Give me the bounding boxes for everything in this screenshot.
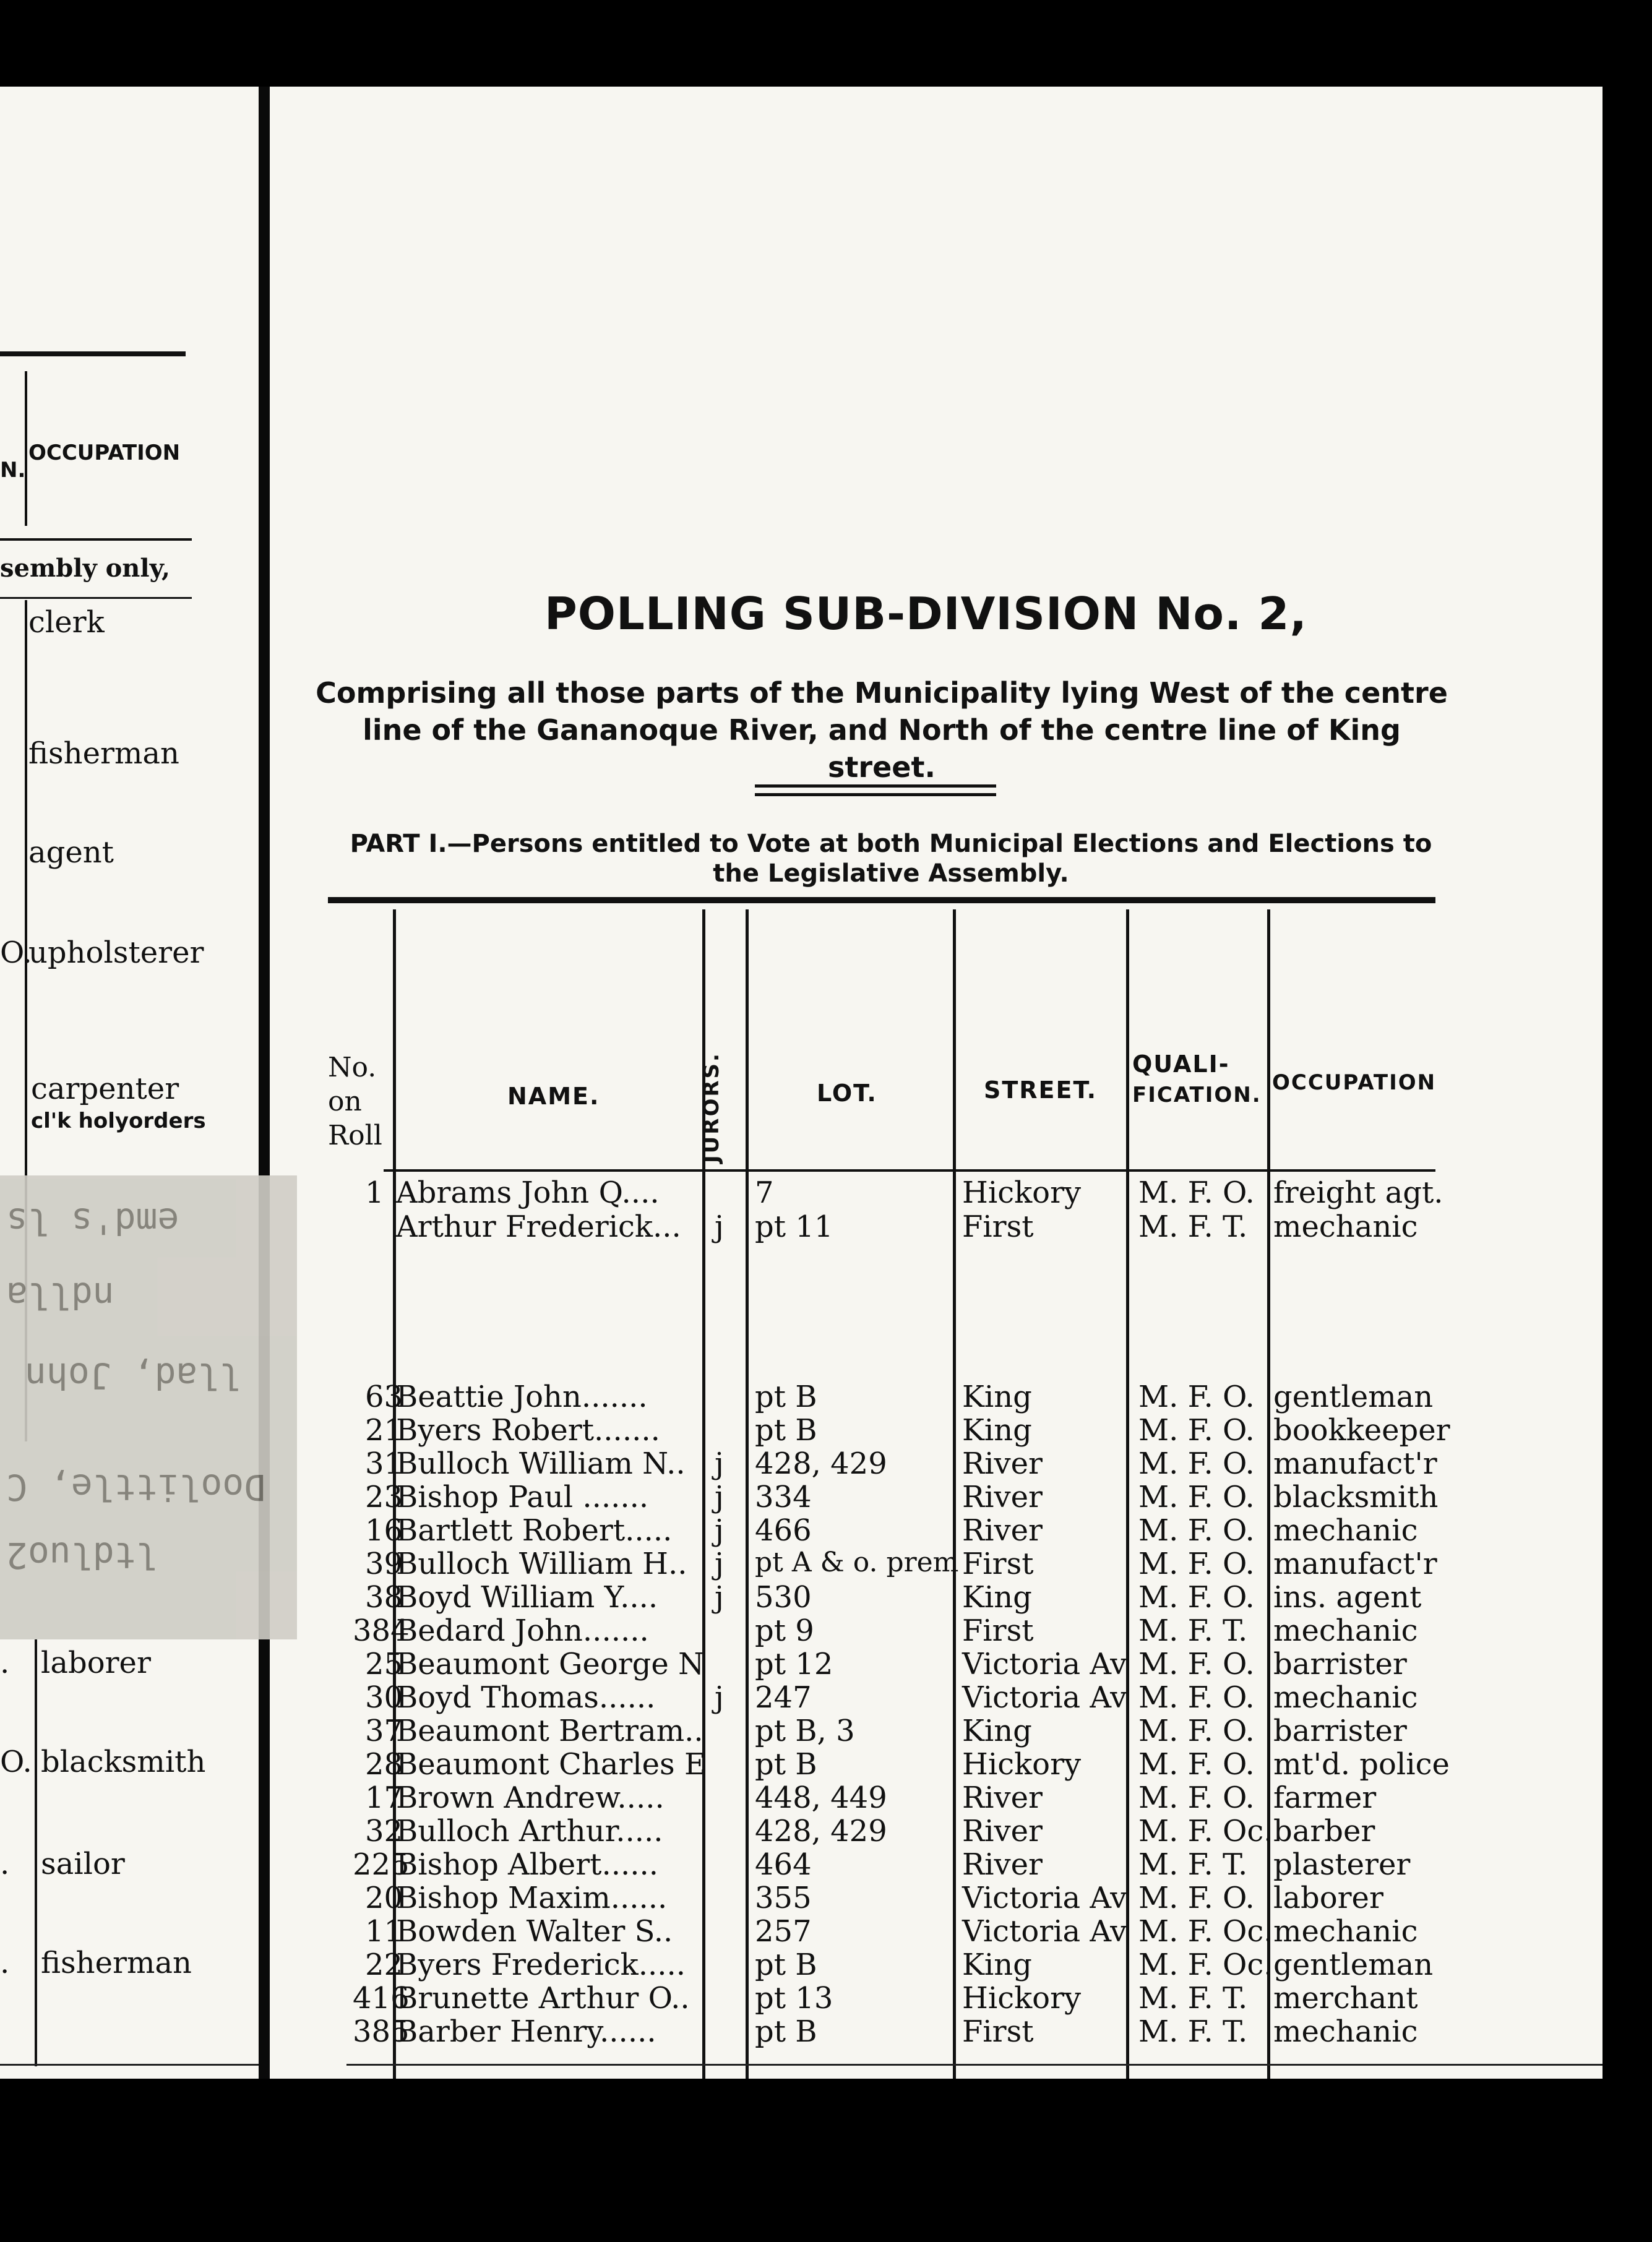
- left-occupation: agent: [28, 835, 114, 870]
- cell-lot: pt A & o. prem: [755, 1547, 959, 1578]
- cell-no: 23: [365, 1480, 403, 1514]
- cell-occupation: mechanic: [1273, 1613, 1418, 1648]
- ghost-text: ltdluo2: [6, 1534, 158, 1576]
- table-row: [328, 1480, 1439, 1514]
- cell-lot: 466: [755, 1513, 812, 1548]
- cell-qualification: M. F. O.: [1138, 1413, 1255, 1448]
- cell-qualification: M. F. O.: [1138, 1580, 1255, 1615]
- table-row: [328, 1948, 1435, 1981]
- cell-lot: 355: [755, 1881, 812, 1915]
- cell-occupation: gentleman: [1273, 1380, 1434, 1414]
- table-top-rule: [328, 897, 1435, 903]
- cell-name: Bishop Albert......: [396, 1847, 658, 1882]
- cell-qualification: M. F. O.: [1138, 1380, 1255, 1414]
- table-row: [328, 1780, 1435, 1814]
- left-occupation: cl'k holyorders: [31, 1109, 206, 1133]
- left-qual-fragment: .: [0, 1946, 10, 1980]
- header-rule: [384, 1169, 1435, 1172]
- cell-lot: pt B, 3: [755, 1714, 855, 1748]
- cell-lot: 428, 429: [755, 1446, 887, 1481]
- left-bottom-rule: [0, 2064, 260, 2066]
- left-occupation: upholsterer: [28, 935, 204, 970]
- table-row: [328, 1981, 1435, 2014]
- cell-no: 37: [365, 1714, 403, 1748]
- cell-lot: pt B: [755, 2014, 817, 2049]
- cell-qualification: M. F. T.: [1138, 1847, 1248, 1882]
- cell-no: 385: [353, 2014, 410, 2049]
- cell-occupation: mechanic: [1273, 1513, 1418, 1548]
- page-subtitle: Comprising all those parts of the Municipality lying West of the centre line of the Gananoque River, and North of the centre line of King street.: [316, 676, 1448, 784]
- cell-no: 11: [365, 1914, 403, 1949]
- table-row: [328, 1413, 1450, 1448]
- cell-name: Beaumont Charles E: [396, 1747, 706, 1782]
- left-column-divider: [25, 371, 27, 526]
- cell-no: 225: [353, 1847, 410, 1882]
- cell-name: Brown Andrew.....: [396, 1780, 665, 1815]
- cell-lot: pt 9: [755, 1613, 814, 1648]
- cell-no: 30: [365, 1680, 403, 1715]
- cell-juror: j: [715, 1209, 724, 1244]
- cell-occupation: plasterer: [1273, 1847, 1411, 1882]
- cell-street: First: [962, 1613, 1034, 1648]
- header-name: NAME.: [507, 1083, 600, 1110]
- header-lot: LOT.: [817, 1080, 877, 1107]
- table-row: [328, 1175, 1443, 1210]
- left-header-fragment: N.: [0, 458, 26, 483]
- header-roll: Roll: [328, 1120, 382, 1151]
- left-occupation: fisherman: [41, 1946, 192, 1980]
- cell-name: Beaumont Bertram..: [396, 1714, 703, 1748]
- cell-name: Bowden Walter S..: [396, 1914, 673, 1949]
- cell-name: Arthur Frederick...: [396, 1209, 681, 1244]
- cell-no: 21: [365, 1413, 403, 1448]
- cell-name: Barber Henry......: [396, 2014, 656, 2049]
- cell-name: Byers Frederick.....: [396, 1948, 686, 1982]
- left-occupation-divider-lower: [35, 1639, 37, 2066]
- left-occupation: laborer: [41, 1646, 151, 1680]
- cell-qualification: M. F. T.: [1138, 1613, 1248, 1648]
- cell-qualification: M. F. O.: [1138, 1175, 1255, 1210]
- cell-qualification: M. F. Oc.: [1138, 1914, 1273, 1949]
- page-bottom-rule: [346, 2064, 1603, 2066]
- header-jurors: JURORS.: [699, 1052, 724, 1163]
- left-qual-fragment: O.: [0, 1745, 32, 1779]
- cell-no: 25: [365, 1647, 403, 1682]
- cell-street: King: [962, 1948, 1032, 1982]
- left-header-rule: [0, 351, 186, 356]
- table-row: [328, 1446, 1435, 1480]
- cell-street: Hickory: [962, 1175, 1082, 1210]
- cell-lot: 448, 449: [755, 1780, 887, 1815]
- cell-street: King: [962, 1580, 1032, 1615]
- cell-name: Bartlett Robert.....: [396, 1513, 673, 1548]
- cell-occupation: bookkeeper: [1273, 1413, 1450, 1448]
- cell-lot: pt 13: [755, 1981, 833, 2016]
- left-subheader-rule: [0, 538, 192, 541]
- table-row: [328, 1547, 1435, 1580]
- cell-qualification: M. F. Oc.: [1138, 1814, 1273, 1849]
- cell-qualification: M. F. O.: [1138, 1881, 1255, 1915]
- cell-occupation: ins. agent: [1273, 1580, 1422, 1615]
- cell-juror: j: [715, 1680, 724, 1715]
- cell-qualification: M. F. O.: [1138, 1480, 1255, 1514]
- cell-lot: 428, 429: [755, 1814, 887, 1849]
- left-occupation: carpenter: [31, 1072, 179, 1106]
- left-qual-fragment: O.: [0, 935, 32, 970]
- left-assembly-rule: [0, 597, 192, 599]
- cell-lot: pt 12: [755, 1647, 833, 1682]
- cell-name: Bishop Maxim......: [396, 1881, 668, 1915]
- left-page-fragment: [0, 87, 260, 2147]
- cell-street: Victoria Av: [962, 1914, 1127, 1949]
- cell-qualification: M. F. O.: [1138, 1714, 1255, 1748]
- cell-qualification: M. F. T.: [1138, 2014, 1248, 2049]
- cell-name: Bulloch William H..: [396, 1547, 687, 1581]
- cell-qualification: M. F. O.: [1138, 1647, 1255, 1682]
- cell-occupation: mechanic: [1273, 1680, 1418, 1715]
- cell-street: Victoria Av: [962, 1647, 1127, 1682]
- cell-lot: 7: [755, 1175, 774, 1210]
- cell-name: Bedard John.......: [396, 1613, 649, 1648]
- cell-occupation: manufact'r: [1273, 1446, 1437, 1481]
- ink-bleed-stain: [0, 1175, 297, 1639]
- cell-name: Byers Robert.......: [396, 1413, 660, 1448]
- cell-occupation: barrister: [1273, 1714, 1407, 1748]
- cell-lot: 530: [755, 1580, 812, 1615]
- cell-qualification: M. F. Oc.: [1138, 1948, 1273, 1982]
- cell-name: Boyd William Y....: [396, 1580, 658, 1615]
- cell-lot: 464: [755, 1847, 812, 1882]
- double-rule-bottom: [755, 793, 996, 796]
- cell-occupation: barber: [1273, 1814, 1375, 1849]
- cell-no: 17: [365, 1780, 403, 1815]
- cell-street: Hickory: [962, 1747, 1082, 1782]
- page-gutter: [259, 87, 270, 2147]
- cell-no: 63: [365, 1380, 403, 1414]
- table-row: [328, 1881, 1435, 1914]
- cell-street: Victoria Av: [962, 1881, 1127, 1915]
- cell-qualification: M. F. O.: [1138, 1780, 1255, 1815]
- cell-street: River: [962, 1814, 1043, 1849]
- cell-qualification: M. F. O.: [1138, 1446, 1255, 1481]
- cell-street: River: [962, 1513, 1043, 1548]
- cell-lot: pt B: [755, 1948, 817, 1982]
- table-row: [328, 1680, 1435, 1714]
- cell-no: 38: [365, 1580, 403, 1615]
- cell-no: 1: [365, 1175, 384, 1210]
- table-row: [328, 1814, 1435, 1847]
- table-row: [328, 1209, 1435, 1243]
- cell-no: 416: [353, 1981, 410, 2016]
- cell-lot: 334: [755, 1480, 812, 1514]
- cell-occupation: gentleman: [1273, 1948, 1434, 1982]
- left-occupation-header: OCCUPATION: [28, 440, 181, 465]
- cell-name: Abrams John Q....: [396, 1175, 660, 1210]
- cell-street: First: [962, 2014, 1034, 2049]
- cell-no: 31: [365, 1446, 403, 1481]
- left-qual-fragment: .: [0, 1847, 10, 1881]
- cell-name: Bulloch William N..: [396, 1446, 686, 1481]
- ghost-text: ndlla: [6, 1274, 114, 1316]
- cell-occupation: farmer: [1273, 1780, 1377, 1815]
- cell-juror: j: [715, 1580, 724, 1615]
- left-occupation: sailor: [41, 1847, 125, 1881]
- table-row: [328, 1914, 1435, 1948]
- header-on: on: [328, 1086, 362, 1117]
- table-row: [328, 1513, 1435, 1547]
- cell-occupation: mechanic: [1273, 2014, 1418, 2049]
- ghost-text: Doolittle, C: [6, 1466, 266, 1508]
- table-row: [328, 2014, 1435, 2048]
- scan-border: [0, 2079, 1603, 2165]
- left-occupation: blacksmith: [41, 1745, 206, 1779]
- cell-no: 20: [365, 1881, 403, 1915]
- left-qual-fragment: .: [0, 1646, 10, 1680]
- cell-lot: 247: [755, 1680, 812, 1715]
- left-occupation: fisherman: [28, 736, 179, 771]
- cell-name: Beaumont George N: [396, 1647, 705, 1682]
- ghost-text: emd's ls: [6, 1200, 179, 1242]
- cell-occupation: manufact'r: [1273, 1547, 1437, 1581]
- cell-street: River: [962, 1847, 1043, 1882]
- part-heading: PART I.—Persons entitled to Vote at both Municipal Elections and Elections to the Legislative Assembly.: [350, 830, 1432, 888]
- cell-name: Brunette Arthur O..: [396, 1981, 690, 2016]
- cell-qualification: M. F. O.: [1138, 1547, 1255, 1581]
- cell-street: King: [962, 1714, 1032, 1748]
- cell-juror: j: [715, 1446, 724, 1481]
- cell-no: 32: [365, 1814, 403, 1849]
- cell-occupation: blacksmith: [1273, 1480, 1439, 1514]
- header-qualification-line2: FICATION.: [1132, 1083, 1262, 1107]
- cell-lot: 257: [755, 1914, 812, 1949]
- cell-street: King: [962, 1380, 1032, 1414]
- cell-no: 384: [353, 1613, 410, 1648]
- cell-street: Victoria Av: [962, 1680, 1127, 1715]
- table-row: [328, 1380, 1435, 1413]
- cell-no: 22: [365, 1948, 403, 1982]
- header-occupation: OCCUPATION: [1272, 1070, 1437, 1095]
- cell-qualification: M. F. T.: [1138, 1981, 1248, 2016]
- table-row: [328, 1647, 1435, 1680]
- cell-occupation: barrister: [1273, 1647, 1407, 1682]
- cell-lot: pt B: [755, 1747, 817, 1782]
- table-row: [328, 1747, 1450, 1782]
- header-no: No.: [328, 1052, 377, 1083]
- cell-street: First: [962, 1209, 1034, 1244]
- scanned-page: [0, 87, 1603, 2147]
- cell-street: River: [962, 1480, 1043, 1514]
- cell-juror: j: [715, 1480, 724, 1514]
- cell-street: First: [962, 1547, 1034, 1581]
- cell-occupation: mechanic: [1273, 1209, 1418, 1244]
- cell-name: Beattie John.......: [396, 1380, 648, 1414]
- cell-no: 16: [365, 1513, 403, 1548]
- cell-occupation: merchant: [1273, 1981, 1418, 2016]
- cell-occupation: mt'd. police: [1273, 1747, 1450, 1782]
- cell-lot: pt 11: [755, 1209, 833, 1244]
- cell-occupation: freight agt.: [1273, 1175, 1443, 1210]
- cell-street: River: [962, 1446, 1043, 1481]
- double-rule-top: [755, 784, 996, 788]
- left-assembly-fragment: sembly only,: [0, 554, 170, 583]
- left-occupation: clerk: [28, 605, 105, 640]
- cell-no: 28: [365, 1747, 403, 1782]
- cell-name: Bulloch Arthur.....: [396, 1814, 663, 1849]
- header-qualification-line1: QUALI-: [1132, 1050, 1230, 1078]
- table-row: [328, 1580, 1435, 1613]
- cell-name: Boyd Thomas......: [396, 1680, 656, 1715]
- table-row: [328, 1847, 1435, 1881]
- cell-juror: j: [715, 1513, 724, 1548]
- cell-name: Bishop Paul .......: [396, 1480, 649, 1514]
- cell-occupation: mechanic: [1273, 1914, 1418, 1949]
- cell-qualification: M. F. O.: [1138, 1747, 1255, 1782]
- ghost-text: llad, John: [25, 1355, 241, 1397]
- header-street: STREET.: [984, 1076, 1098, 1104]
- cell-occupation: laborer: [1273, 1881, 1383, 1915]
- table-row: [328, 1714, 1435, 1747]
- cell-qualification: M. F. O.: [1138, 1513, 1255, 1548]
- cell-lot: pt B: [755, 1380, 817, 1414]
- cell-qualification: M. F. T.: [1138, 1209, 1248, 1244]
- cell-street: Hickory: [962, 1981, 1082, 2016]
- page-title: POLLING SUB-DIVISION No. 2,: [544, 588, 1307, 640]
- cell-juror: j: [715, 1547, 724, 1581]
- cell-lot: pt B: [755, 1413, 817, 1448]
- table-row: [328, 1613, 1435, 1647]
- cell-qualification: M. F. O.: [1138, 1680, 1255, 1715]
- cell-no: 39: [365, 1547, 403, 1581]
- cell-street: River: [962, 1780, 1043, 1815]
- cell-street: King: [962, 1413, 1032, 1448]
